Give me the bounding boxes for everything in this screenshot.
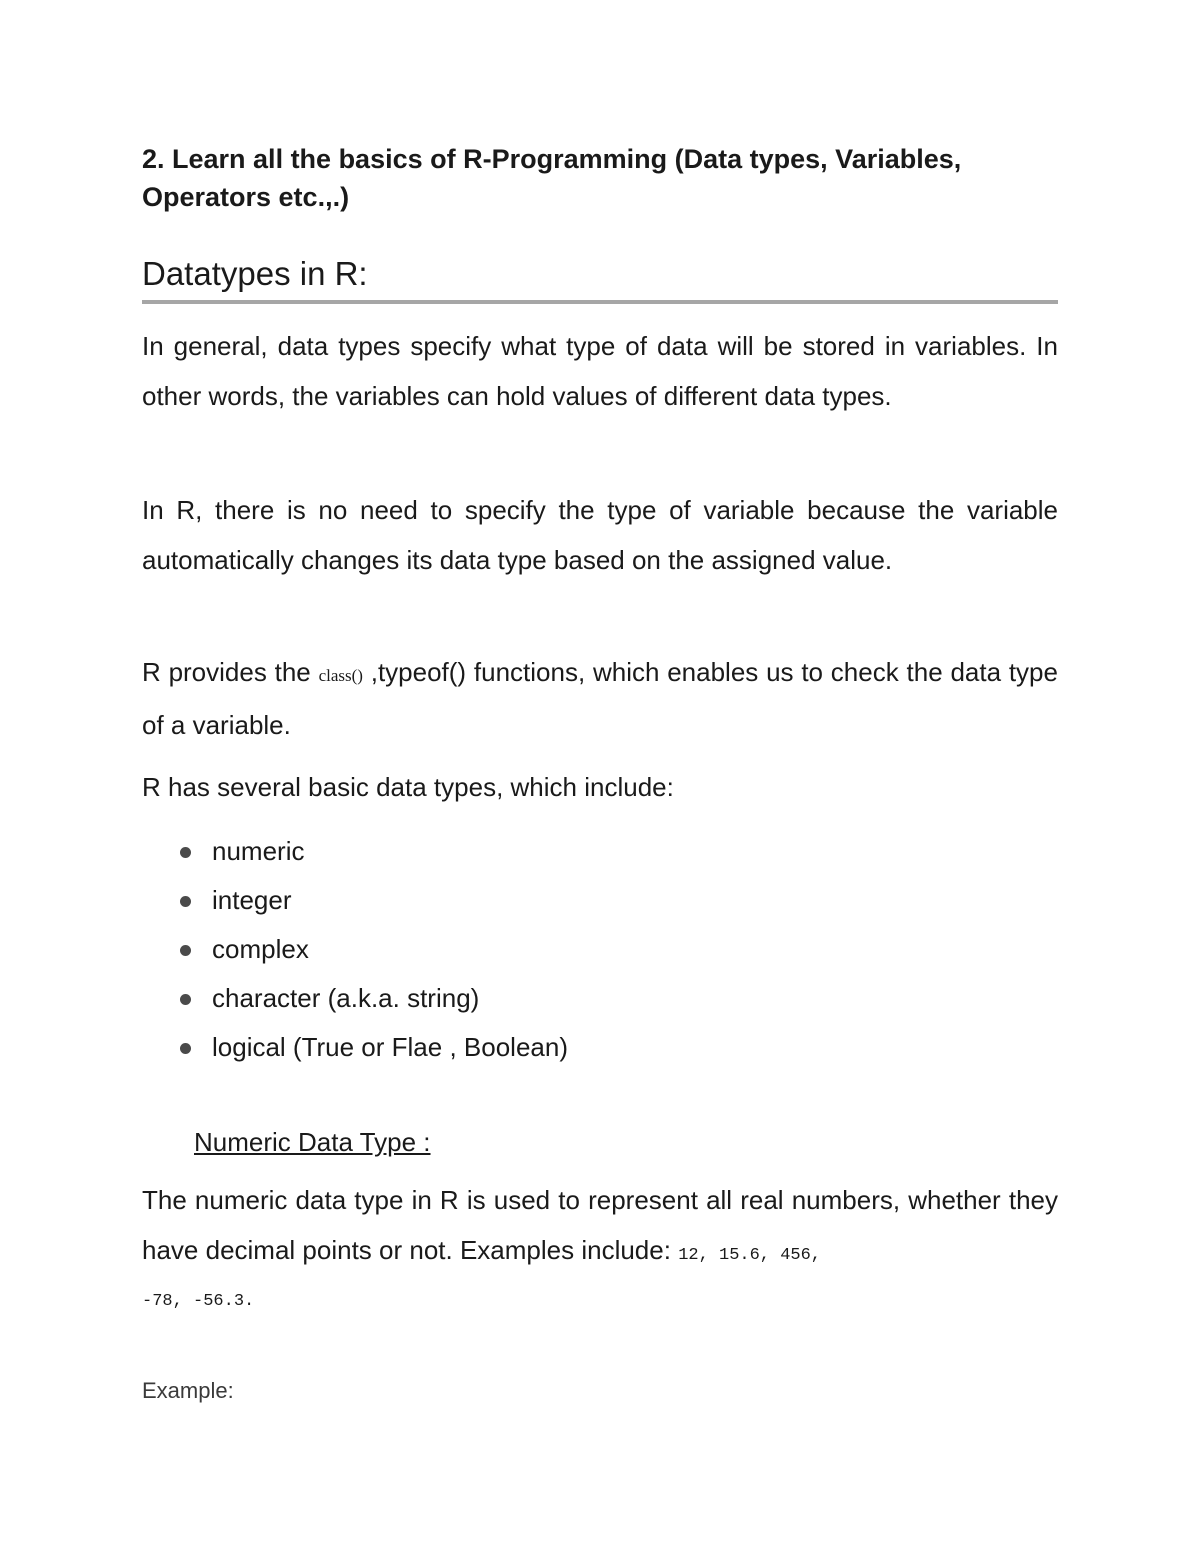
paragraph-numeric-text: The numeric data type in R is used to represent all real numbers, whether they have decimal points or not. Examples include:	[142, 1185, 1058, 1265]
list-item	[178, 827, 568, 876]
bullet-icon	[180, 994, 191, 1005]
list-item	[178, 876, 568, 925]
bullet-icon	[180, 896, 191, 907]
section-heading: Datatypes in R:	[142, 255, 368, 292]
numeric-examples: 12, 15.6, 456,	[678, 1245, 822, 1265]
section-divider	[142, 300, 1058, 304]
data-types-list	[178, 827, 568, 1072]
page-title: 2. Learn all the basics of R-Programming (Data types, Variables, Operators etc.,.)	[142, 144, 962, 212]
paragraph-intro: In general, data types specify what type of data will be stored in variables. In other words, the variables can hold values of different data types.	[142, 331, 1058, 411]
list-item-label: character (a.k.a. string)	[212, 983, 480, 1013]
paragraph-functions	[142, 648, 1058, 750]
example-label: Example:	[142, 1378, 234, 1403]
list-item	[178, 974, 568, 1023]
class-function-code: class()	[318, 666, 363, 685]
list-item-label: numeric	[212, 836, 305, 866]
list-item-label: integer	[212, 885, 292, 915]
paragraph-basic-types: R has several basic data types, which include:	[142, 772, 674, 802]
list-item-label: logical (True or Flae , Boolean)	[212, 1032, 568, 1062]
paragraph-functions-end: ,typeof() functions, which enables us to check the data type of a variable.	[142, 657, 1058, 740]
bullet-icon	[180, 847, 191, 858]
numeric-subheading: Numeric Data Type :	[194, 1127, 431, 1157]
bullet-icon	[180, 945, 191, 956]
paragraph-dynamic-typing: In R, there is no need to specify the type of variable because the variable automatically changes its data type based on the assigned value.	[142, 495, 1058, 575]
numeric-examples-continued: -78, -56.3.	[142, 1292, 255, 1311]
paragraph-numeric	[142, 1176, 1058, 1280]
paragraph-functions-start: R provides the	[142, 657, 319, 687]
list-item	[178, 925, 568, 974]
list-item-label: complex	[212, 934, 309, 964]
bullet-icon	[180, 1043, 191, 1054]
list-item	[178, 1023, 568, 1072]
